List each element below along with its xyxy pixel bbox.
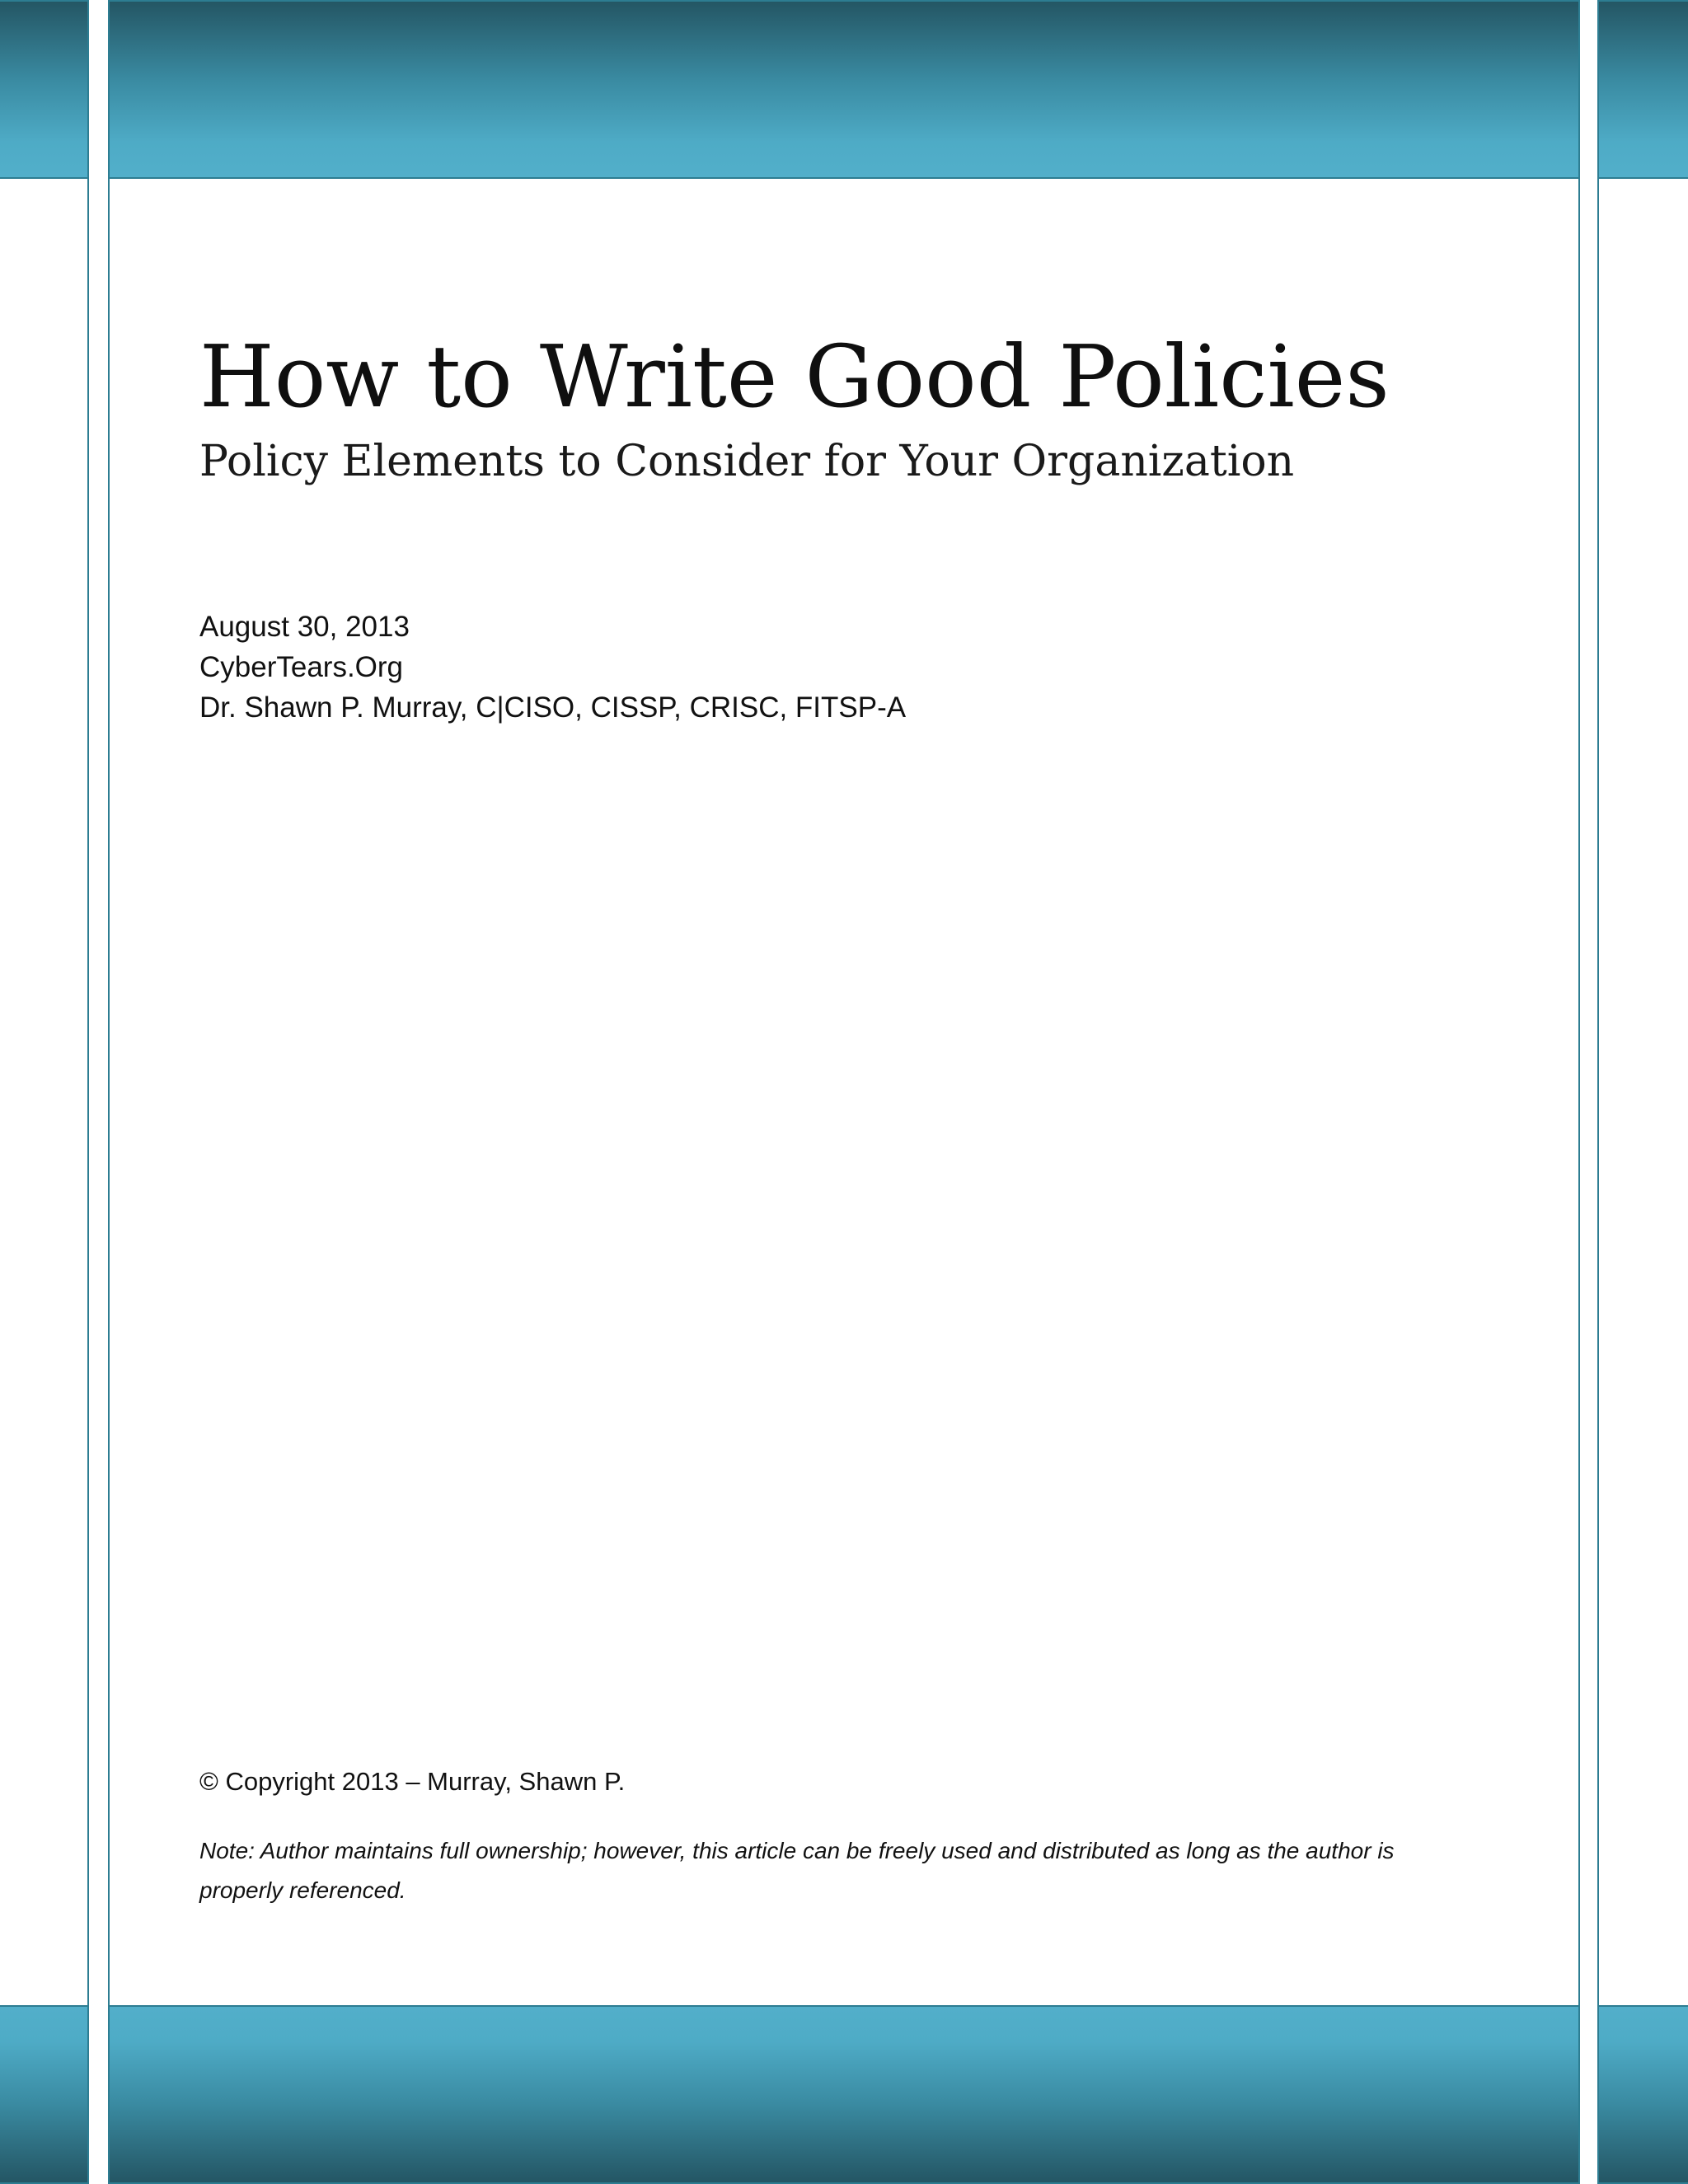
top-band-right: [1597, 0, 1688, 179]
bottom-band-right: [1597, 2005, 1688, 2184]
document-meta: [199, 607, 906, 728]
organization-name: CyberTears.Org: [199, 651, 404, 683]
top-band-main: [108, 0, 1580, 179]
vertical-rule: [1578, 0, 1580, 2184]
vertical-rule: [1597, 0, 1599, 2184]
publication-date: August 30, 2013: [199, 611, 410, 643]
author-name: Dr. Shawn P. Murray, C|CISO, CISSP, CRISC, FITSP-A: [199, 691, 907, 724]
document-subtitle: Policy Elements to Consider for Your Organization: [199, 437, 1295, 486]
bottom-band-left: [0, 2005, 89, 2184]
bottom-band-main: [108, 2005, 1580, 2184]
usage-note: Note: Author maintains full ownership; however, this article can be freely used and distributed as long as the author is properly referenced.: [199, 1838, 1395, 1903]
top-band-left: [0, 0, 89, 179]
vertical-rule: [108, 0, 110, 2184]
copyright-notice: © Copyright 2013 – Murray, Shawn P.: [199, 1767, 626, 1796]
document-title: How to Write Good Policies: [199, 326, 1390, 427]
vertical-rule: [87, 0, 89, 2184]
